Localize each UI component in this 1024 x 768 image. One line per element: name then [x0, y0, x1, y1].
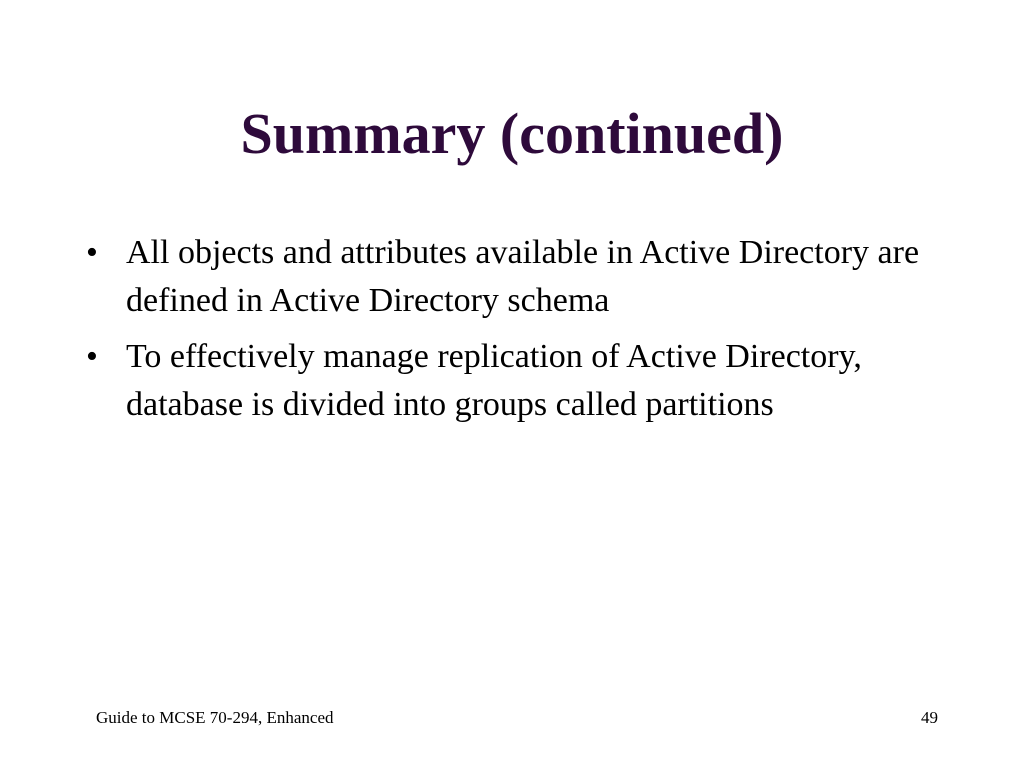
footer-page-number: 49	[921, 708, 938, 727]
bullet-text: To effectively manage replication of Active Directory, database is divided into groups called partitions	[126, 338, 862, 423]
bullet-text: All objects and attributes available in Active Directory are defined in Active Directory schema	[126, 234, 920, 319]
bullet-item	[86, 333, 946, 429]
bullet-list	[86, 229, 946, 437]
bullet-item	[86, 229, 946, 325]
slide-title: Summary (continued)	[240, 101, 784, 166]
footer-course-title: Guide to MCSE 70-294, Enhanced	[96, 708, 334, 727]
bullet-icon: •	[86, 234, 98, 271]
bullet-icon: •	[86, 338, 98, 375]
